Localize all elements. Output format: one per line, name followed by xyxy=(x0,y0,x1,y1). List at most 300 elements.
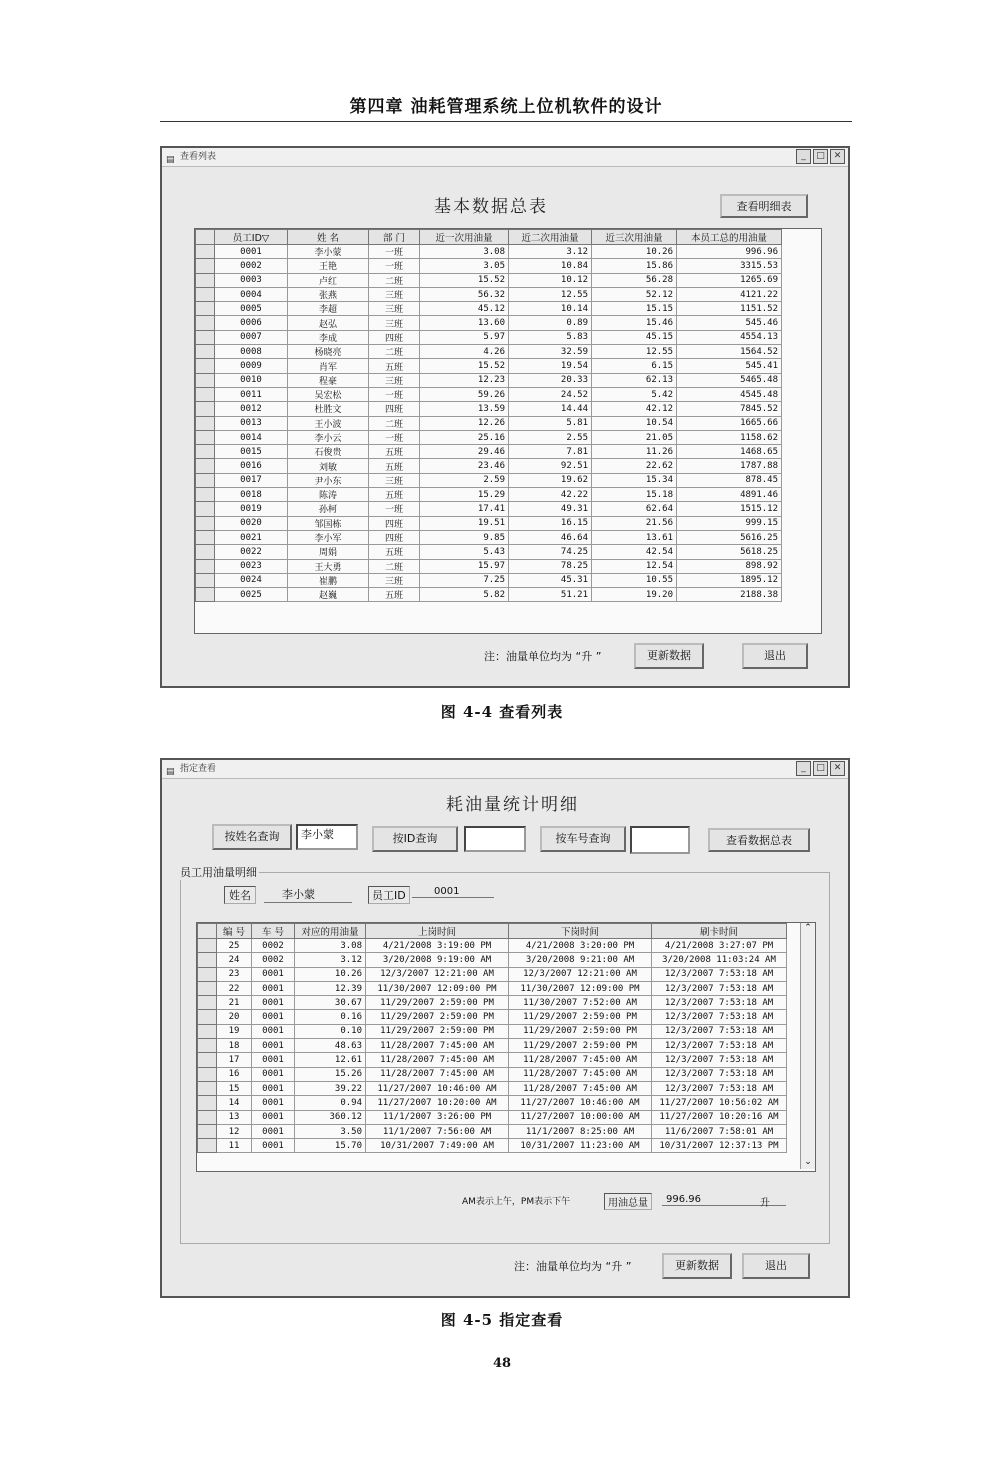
table-cell: 12/3/2007 12:21:00 AM xyxy=(509,967,652,981)
table-cell: 0003 xyxy=(215,273,288,287)
table-cell: 11/6/2007 7:58:01 AM xyxy=(652,1124,787,1138)
row-selector[interactable] xyxy=(196,302,215,316)
table-cell: 三班 xyxy=(369,287,420,301)
table-cell: 0.16 xyxy=(295,1010,366,1024)
table-cell: 0001 xyxy=(215,245,288,259)
table-cell: 24 xyxy=(217,953,252,967)
table-cell: 0019 xyxy=(215,502,288,516)
table-cell: 11/28/2007 7:45:00 AM xyxy=(366,1053,509,1067)
table-cell: 3.50 xyxy=(295,1124,366,1138)
table-cell: 0005 xyxy=(215,302,288,316)
table-cell: 10.14 xyxy=(509,302,592,316)
window-titlebar xyxy=(162,760,848,779)
table-cell: 5.42 xyxy=(592,387,677,401)
employee-id-display: 0001 xyxy=(412,886,494,898)
table-cell: 17.41 xyxy=(420,502,509,516)
table-row[interactable] xyxy=(196,573,782,587)
total-fuel-label: 用油总量 xyxy=(604,1193,652,1210)
table-cell: 92.51 xyxy=(509,459,592,473)
table-cell: 15.34 xyxy=(592,473,677,487)
table-cell: 0001 xyxy=(252,1053,295,1067)
app-icon: ▤ xyxy=(166,155,175,165)
table-cell: 19 xyxy=(217,1024,252,1038)
table-cell: 11/27/2007 10:20:16 AM xyxy=(652,1110,787,1124)
table-cell: 0001 xyxy=(252,996,295,1010)
table-cell: 11/29/2007 2:59:00 PM xyxy=(366,996,509,1010)
name-label: 姓名 xyxy=(224,886,256,904)
maximize-icon[interactable]: □ xyxy=(813,149,828,164)
row-selector[interactable] xyxy=(196,588,215,602)
row-selector[interactable] xyxy=(198,1053,217,1067)
row-selector[interactable] xyxy=(198,1124,217,1138)
table-row[interactable] xyxy=(196,273,782,287)
table-cell: 22 xyxy=(217,981,252,995)
table-row[interactable] xyxy=(196,402,782,416)
table-cell: 4891.46 xyxy=(677,488,782,502)
table-cell: 四班 xyxy=(369,530,420,544)
table-cell: 0018 xyxy=(215,488,288,502)
row-selector[interactable] xyxy=(196,245,215,259)
table-cell: 45.31 xyxy=(509,573,592,587)
table-row[interactable] xyxy=(198,981,787,995)
table-cell: 21.05 xyxy=(592,430,677,444)
row-selector[interactable] xyxy=(198,1110,217,1124)
table-cell: 4/21/2008 3:20:00 PM xyxy=(509,939,652,953)
table-cell: 吴宏松 xyxy=(288,387,369,401)
table-cell: 0001 xyxy=(252,1067,295,1081)
table-cell: 10.84 xyxy=(509,259,592,273)
table-cell: 45.12 xyxy=(420,302,509,316)
column-header[interactable]: 近一次用油量 xyxy=(420,230,509,245)
table-cell: 李成 xyxy=(288,330,369,344)
column-header[interactable]: 近二次用油量 xyxy=(509,230,592,245)
maximize-icon[interactable]: □ xyxy=(813,761,828,776)
table-cell: 15.52 xyxy=(420,273,509,287)
row-selector-header[interactable] xyxy=(198,924,217,939)
table-cell: 0013 xyxy=(215,416,288,430)
basic-data-table xyxy=(195,229,782,602)
table-cell: 7845.52 xyxy=(677,402,782,416)
column-header[interactable]: 车 号 xyxy=(252,924,295,939)
table-cell: 15.18 xyxy=(592,488,677,502)
table-row[interactable] xyxy=(196,545,782,559)
table-row[interactable] xyxy=(198,939,787,953)
row-selector[interactable] xyxy=(198,1139,217,1153)
table-cell: 52.12 xyxy=(592,287,677,301)
row-selector[interactable] xyxy=(198,1010,217,1024)
table-row[interactable] xyxy=(196,430,782,444)
table-cell: 12.55 xyxy=(592,345,677,359)
table-cell: 11/28/2007 7:45:00 AM xyxy=(366,1067,509,1081)
window-controls xyxy=(796,149,845,164)
row-selector[interactable] xyxy=(196,445,215,459)
table-cell: 二班 xyxy=(369,416,420,430)
minimize-icon[interactable]: _ xyxy=(796,149,811,164)
table-cell: 一班 xyxy=(369,387,420,401)
name-display: 李小蒙 xyxy=(264,886,352,903)
table-cell: 10/31/2007 11:23:00 AM xyxy=(509,1139,652,1153)
table-row[interactable] xyxy=(196,245,782,259)
table-row[interactable] xyxy=(196,516,782,530)
table-cell: 19.54 xyxy=(509,359,592,373)
row-selector[interactable] xyxy=(196,402,215,416)
car-number-input[interactable] xyxy=(630,826,690,854)
row-selector[interactable] xyxy=(196,316,215,330)
table-cell: 12/3/2007 7:53:18 AM xyxy=(652,1081,787,1095)
table-row[interactable] xyxy=(196,488,782,502)
row-selector[interactable] xyxy=(198,1096,217,1110)
table-cell: 15 xyxy=(217,1081,252,1095)
column-header[interactable]: 本员工总的用油量 xyxy=(677,230,782,245)
table-cell: 45.15 xyxy=(592,330,677,344)
table-cell: 12/3/2007 7:53:18 AM xyxy=(652,1039,787,1053)
table-row[interactable] xyxy=(196,502,782,516)
table-cell: 0012 xyxy=(215,402,288,416)
table-cell: 四班 xyxy=(369,330,420,344)
table-cell: 12.39 xyxy=(295,981,366,995)
table-cell: 5465.48 xyxy=(677,373,782,387)
table-row[interactable] xyxy=(196,302,782,316)
table-cell: 三班 xyxy=(369,302,420,316)
table-row[interactable] xyxy=(196,259,782,273)
table-cell: 32.59 xyxy=(509,345,592,359)
table-cell: 56.32 xyxy=(420,287,509,301)
table-cell: 19.51 xyxy=(420,516,509,530)
table-cell: 1895.12 xyxy=(677,573,782,587)
window-titlebar xyxy=(162,148,848,167)
scroll-down-icon[interactable]: ⌄ xyxy=(804,1157,812,1167)
table-cell: 360.12 xyxy=(295,1110,366,1124)
table-cell: 18 xyxy=(217,1039,252,1053)
table-row[interactable] xyxy=(198,1124,787,1138)
column-header[interactable]: 部 门 xyxy=(369,230,420,245)
table-row[interactable] xyxy=(198,1024,787,1038)
table-cell: 2.59 xyxy=(420,473,509,487)
table-cell: 12/3/2007 7:53:18 AM xyxy=(652,996,787,1010)
table-cell: 23.46 xyxy=(420,459,509,473)
query-by-name-button[interactable]: 按姓名查询 xyxy=(212,824,292,850)
table-cell: 0001 xyxy=(252,967,295,981)
table-cell: 11/29/2007 2:59:00 PM xyxy=(366,1010,509,1024)
table-cell: 42.22 xyxy=(509,488,592,502)
table-row[interactable] xyxy=(196,445,782,459)
table-row[interactable] xyxy=(196,473,782,487)
table-cell: 39.22 xyxy=(295,1081,366,1095)
table-cell: 1665.66 xyxy=(677,416,782,430)
table-row[interactable] xyxy=(198,1067,787,1081)
page-number: 48 xyxy=(492,1356,512,1371)
table-cell: 15.46 xyxy=(592,316,677,330)
table-cell: 12/3/2007 7:53:18 AM xyxy=(652,1053,787,1067)
table-cell: 11/29/2007 2:59:00 PM xyxy=(509,1024,652,1038)
table-row[interactable] xyxy=(198,1039,787,1053)
table-cell: 赵巍 xyxy=(288,588,369,602)
table-cell: 11/28/2007 7:45:00 AM xyxy=(509,1053,652,1067)
table-cell: 4121.22 xyxy=(677,287,782,301)
table-cell: 21.56 xyxy=(592,516,677,530)
row-selector[interactable] xyxy=(196,416,215,430)
panel-title: 耗油量统计明细 xyxy=(446,795,579,815)
vertical-scrollbar[interactable] xyxy=(800,923,815,1169)
table-cell: 11/29/2007 2:59:00 PM xyxy=(366,1024,509,1038)
row-selector[interactable] xyxy=(198,996,217,1010)
table-cell: 卢红 xyxy=(288,273,369,287)
table-cell: 21 xyxy=(217,996,252,1010)
table-cell: 张燕 xyxy=(288,287,369,301)
table-cell: 0001 xyxy=(252,1124,295,1138)
table-cell: 1515.12 xyxy=(677,502,782,516)
table-cell: 李小军 xyxy=(288,530,369,544)
table-cell: 1158.62 xyxy=(677,430,782,444)
query-by-id-button[interactable]: 按ID查询 xyxy=(372,826,458,852)
table-cell: 5.81 xyxy=(509,416,592,430)
table-cell: 11/27/2007 10:46:00 AM xyxy=(509,1096,652,1110)
table-cell: 12.23 xyxy=(420,373,509,387)
table-cell: 14.44 xyxy=(509,402,592,416)
table-cell: 五班 xyxy=(369,445,420,459)
table-row[interactable] xyxy=(196,416,782,430)
table-cell: 1468.65 xyxy=(677,445,782,459)
unit-note: 注：油量单位均为 “升 ” xyxy=(484,650,602,663)
table-cell: 5.82 xyxy=(420,588,509,602)
table-cell: 15.70 xyxy=(295,1139,366,1153)
column-header[interactable]: 姓 名 xyxy=(288,230,369,245)
table-row[interactable] xyxy=(198,1139,787,1153)
row-selector[interactable] xyxy=(198,1039,217,1053)
table-cell: 0008 xyxy=(215,345,288,359)
table-cell: 3/20/2008 11:03:24 AM xyxy=(652,953,787,967)
table-cell: 0001 xyxy=(252,1081,295,1095)
view-list-window xyxy=(160,146,850,688)
row-selector[interactable] xyxy=(196,545,215,559)
scroll-up-icon[interactable]: ⌃ xyxy=(804,923,812,933)
row-selector[interactable] xyxy=(196,502,215,516)
table-cell: 尹小东 xyxy=(288,473,369,487)
table-row[interactable] xyxy=(196,588,782,602)
row-selector[interactable] xyxy=(196,387,215,401)
table-cell: 2.55 xyxy=(509,430,592,444)
table-cell: 3.05 xyxy=(420,259,509,273)
row-selector[interactable] xyxy=(198,1024,217,1038)
row-selector[interactable] xyxy=(198,967,217,981)
row-selector[interactable] xyxy=(196,559,215,573)
table-row[interactable] xyxy=(196,373,782,387)
table-cell: 11/28/2007 7:45:00 AM xyxy=(509,1067,652,1081)
row-selector[interactable] xyxy=(196,330,215,344)
table-cell: 三班 xyxy=(369,373,420,387)
close-icon[interactable]: ✕ xyxy=(830,149,845,164)
table-cell: 996.96 xyxy=(677,245,782,259)
table-cell: 12/3/2007 7:53:18 AM xyxy=(652,1024,787,1038)
table-cell: 11/30/2007 12:09:00 PM xyxy=(509,981,652,995)
table-cell: 898.92 xyxy=(677,559,782,573)
table-cell: 程豪 xyxy=(288,373,369,387)
exit-button[interactable]: 退出 xyxy=(742,1253,810,1279)
table-cell: 0010 xyxy=(215,373,288,387)
table-cell: 11/28/2007 7:45:00 AM xyxy=(509,1081,652,1095)
table-cell: 4/21/2008 3:19:00 PM xyxy=(366,939,509,953)
exit-button[interactable]: 退出 xyxy=(742,643,808,669)
table-row[interactable] xyxy=(196,459,782,473)
refresh-data-button[interactable]: 更新数据 xyxy=(634,643,704,669)
group-label: 员工用油量明细 xyxy=(180,866,257,879)
table-row[interactable] xyxy=(198,1010,787,1024)
column-header[interactable]: 下岗时间 xyxy=(509,924,652,939)
row-selector[interactable] xyxy=(196,516,215,530)
table-cell: 11/29/2007 2:59:00 PM xyxy=(509,1010,652,1024)
table-cell: 0021 xyxy=(215,530,288,544)
table-cell: 11/29/2007 2:59:00 PM xyxy=(509,1039,652,1053)
table-cell: 0016 xyxy=(215,459,288,473)
minimize-icon[interactable]: _ xyxy=(796,761,811,776)
table-cell: 王大勇 xyxy=(288,559,369,573)
name-input[interactable]: 李小蒙 xyxy=(296,824,358,850)
view-detail-button[interactable]: 查看明细表 xyxy=(720,194,808,218)
table-cell: 一班 xyxy=(369,430,420,444)
table-cell: 13 xyxy=(217,1110,252,1124)
table-cell: 12/3/2007 7:53:18 AM xyxy=(652,1010,787,1024)
table-cell: 10.12 xyxy=(509,273,592,287)
column-header[interactable]: 上岗时间 xyxy=(366,924,509,939)
table-cell: 5.97 xyxy=(420,330,509,344)
table-cell: 一班 xyxy=(369,245,420,259)
table-cell: 0022 xyxy=(215,545,288,559)
table-row[interactable] xyxy=(198,953,787,967)
table-cell: 13.59 xyxy=(420,402,509,416)
table-cell: 0017 xyxy=(215,473,288,487)
table-row[interactable] xyxy=(196,359,782,373)
table-cell: 12.26 xyxy=(420,416,509,430)
column-header[interactable]: 近三次用油量 xyxy=(592,230,677,245)
row-selector[interactable] xyxy=(196,573,215,587)
row-selector[interactable] xyxy=(198,939,217,953)
row-selector-header[interactable] xyxy=(196,230,215,245)
table-cell: 三班 xyxy=(369,473,420,487)
table-cell: 0002 xyxy=(252,939,295,953)
table-row[interactable] xyxy=(196,345,782,359)
table-cell: 0.89 xyxy=(509,316,592,330)
row-selector[interactable] xyxy=(196,488,215,502)
table-row[interactable] xyxy=(198,996,787,1010)
table-cell: 78.25 xyxy=(509,559,592,573)
table-cell: 0001 xyxy=(252,981,295,995)
table-cell: 545.41 xyxy=(677,359,782,373)
table-cell: 12.54 xyxy=(592,559,677,573)
row-selector[interactable] xyxy=(196,287,215,301)
table-row[interactable] xyxy=(198,1081,787,1095)
row-selector[interactable] xyxy=(196,459,215,473)
close-icon[interactable]: ✕ xyxy=(830,761,845,776)
table-cell: 10.26 xyxy=(295,967,366,981)
column-header[interactable]: 刷卡时间 xyxy=(652,924,787,939)
table-row[interactable] xyxy=(196,387,782,401)
table-cell: 李小云 xyxy=(288,430,369,444)
table-cell: 五班 xyxy=(369,359,420,373)
row-selector[interactable] xyxy=(196,530,215,544)
table-row[interactable] xyxy=(198,1110,787,1124)
row-selector[interactable] xyxy=(196,473,215,487)
table-cell: 四班 xyxy=(369,516,420,530)
table-cell: 三班 xyxy=(369,316,420,330)
table-cell: 15.26 xyxy=(295,1067,366,1081)
table-row[interactable] xyxy=(196,287,782,301)
table-cell: 30.67 xyxy=(295,996,366,1010)
table-cell: 0001 xyxy=(252,1096,295,1110)
row-selector[interactable] xyxy=(196,359,215,373)
table-cell: 五班 xyxy=(369,488,420,502)
table-row[interactable] xyxy=(196,316,782,330)
table-cell: 0009 xyxy=(215,359,288,373)
table-cell: 2188.38 xyxy=(677,588,782,602)
table-cell: 二班 xyxy=(369,345,420,359)
row-selector[interactable] xyxy=(196,373,215,387)
table-row[interactable] xyxy=(196,530,782,544)
row-selector[interactable] xyxy=(196,430,215,444)
table-cell: 孙柯 xyxy=(288,502,369,516)
table-cell: 24.52 xyxy=(509,387,592,401)
column-header[interactable]: 对应的用油量 xyxy=(295,924,366,939)
table-cell: 0014 xyxy=(215,430,288,444)
table-cell: 12.55 xyxy=(509,287,592,301)
table-cell: 11/30/2007 7:52:00 AM xyxy=(509,996,652,1010)
table-cell: 15.29 xyxy=(420,488,509,502)
table-cell: 16.15 xyxy=(509,516,592,530)
table-cell: 13.61 xyxy=(592,530,677,544)
view-summary-button[interactable]: 查看数据总表 xyxy=(708,828,810,852)
table-row[interactable] xyxy=(196,559,782,573)
table-cell: 545.46 xyxy=(677,316,782,330)
query-by-car-button[interactable]: 按车号查询 xyxy=(540,826,626,852)
header-rule xyxy=(160,121,852,122)
table-cell: 11/1/2007 7:56:00 AM xyxy=(366,1124,509,1138)
refresh-data-button[interactable]: 更新数据 xyxy=(662,1253,732,1279)
row-selector[interactable] xyxy=(198,1067,217,1081)
row-selector[interactable] xyxy=(196,345,215,359)
table-row[interactable] xyxy=(198,967,787,981)
row-selector[interactable] xyxy=(198,1081,217,1095)
table-row[interactable] xyxy=(198,1096,787,1110)
table-row[interactable] xyxy=(196,330,782,344)
table-cell: 11/27/2007 10:46:00 AM xyxy=(366,1081,509,1095)
column-header[interactable]: 员工ID▽ xyxy=(215,230,288,245)
row-selector[interactable] xyxy=(198,953,217,967)
table-cell: 62.64 xyxy=(592,502,677,516)
table-cell: 5618.25 xyxy=(677,545,782,559)
table-row[interactable] xyxy=(198,1053,787,1067)
table-cell: 五班 xyxy=(369,545,420,559)
id-input[interactable] xyxy=(464,826,526,852)
row-selector[interactable] xyxy=(198,981,217,995)
am-pm-note: AM表示上午，PM表示下午 xyxy=(462,1197,571,1207)
column-header[interactable]: 编 号 xyxy=(217,924,252,939)
table-cell: 11/1/2007 3:26:00 PM xyxy=(366,1110,509,1124)
table-cell: 0.10 xyxy=(295,1024,366,1038)
table-cell: 0002 xyxy=(252,953,295,967)
row-selector[interactable] xyxy=(196,259,215,273)
table-cell: 五班 xyxy=(369,588,420,602)
table-cell: 邹国栋 xyxy=(288,516,369,530)
table-cell: 0004 xyxy=(215,287,288,301)
table-cell: 49.31 xyxy=(509,502,592,516)
table-cell: 王小波 xyxy=(288,416,369,430)
table-cell: 999.15 xyxy=(677,516,782,530)
table-cell: 25.16 xyxy=(420,430,509,444)
table-cell: 0024 xyxy=(215,573,288,587)
table-cell: 11/27/2007 10:20:00 AM xyxy=(366,1096,509,1110)
row-selector[interactable] xyxy=(196,273,215,287)
table-cell: 12.61 xyxy=(295,1053,366,1067)
table-cell: 0007 xyxy=(215,330,288,344)
